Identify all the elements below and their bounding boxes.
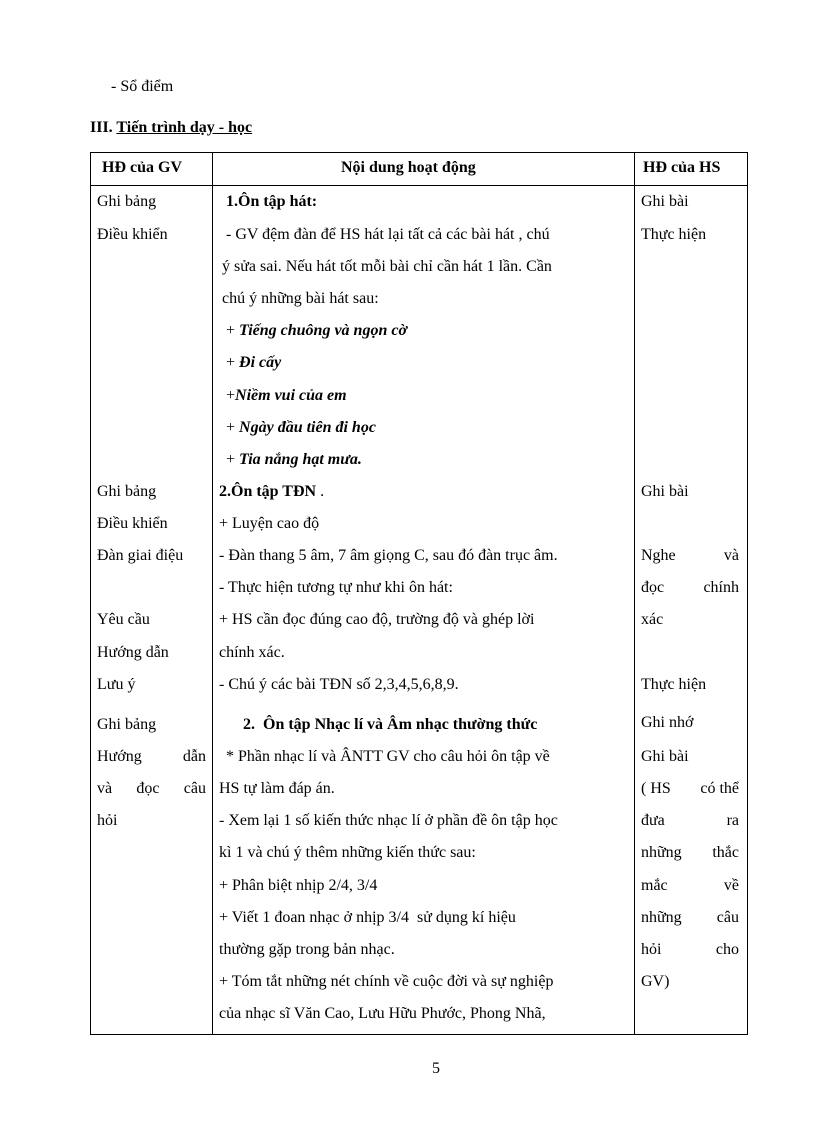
word: đọc [136, 780, 160, 797]
column-header-content: Nội dung hoạt động [341, 159, 476, 176]
student-doc-chinh [641, 578, 739, 598]
song-title: Tiếng chuông và ngọn cờ [239, 322, 408, 339]
word: cho [715, 941, 739, 958]
content-luyen-cao-do: + Luyện cao độ [219, 515, 320, 532]
student-hoi-cho [641, 940, 739, 960]
teacher-huong-dan-2 [97, 747, 206, 767]
teacher-huong-dan-1: Hướng dẫn [97, 644, 169, 661]
content-p1-line2: ý sửa sai. Nếu hát tốt mỗi bài chỉ cần hát 1 lần. Cần [222, 258, 552, 275]
content-p4-line2: kì 1 và chú ý thêm những kiến thức sau: [219, 844, 476, 861]
teacher-luu-y: Lưu ý [97, 676, 136, 693]
student-dua-ra [641, 811, 739, 831]
teacher-ghi-bang-3: Ghi bảng [97, 716, 157, 733]
student-thuc-hien-1: Thực hiện [641, 226, 707, 243]
content-viet-line2: thường gặp trong bản nhạc. [219, 941, 395, 958]
student-xac: xác [641, 611, 664, 628]
student-nghe-va [641, 546, 739, 566]
content-p4-line1: - Xem lại 1 số kiến thức nhạc lí ở phần đề ôn tập học [219, 812, 558, 829]
content-heading-2 [219, 482, 324, 502]
song-title: Tia nắng hạt mưa. [239, 451, 362, 468]
content-hs-doc-line1: + HS cần đọc đúng cao độ, trường độ và ghép lời [219, 611, 535, 628]
word: mắc [641, 877, 668, 894]
column-header-teacher: HĐ của GV [102, 159, 182, 176]
content-hs-doc-line2: chính xác. [219, 644, 285, 661]
word: có thể [700, 780, 739, 797]
song-prefix: + [226, 419, 240, 436]
content-dan-thang: - Đàn thang 5 âm, 7 âm giọng C, sau đó đàn trục âm. [219, 547, 558, 564]
song-item-5 [226, 450, 362, 470]
song-item-3 [226, 386, 347, 406]
content-tom-tat-line1: + Tóm tắt những nét chính về cuộc đời và sự nghiệp [219, 973, 554, 990]
student-ghi-bai-2: Ghi bài [641, 483, 689, 500]
student-hs-co-the [641, 779, 739, 799]
section-number: III. [90, 119, 113, 136]
content-chu-y-bai: - Chú ý các bài TĐN số 2,3,4,5,6,8,9. [219, 676, 459, 693]
word: ( HS [641, 780, 671, 797]
word: đọc [641, 579, 665, 596]
teacher-va-doc-cau [97, 779, 206, 799]
song-prefix: + [226, 322, 240, 339]
word: ra [726, 812, 739, 829]
content-p1-line3: chú ý những bài hát sau: [222, 290, 379, 307]
content-p3-line2: HS tự làm đáp án. [219, 780, 335, 797]
column-header-student: HĐ của HS [643, 159, 721, 176]
word: những [641, 909, 682, 926]
student-mac-ve [641, 876, 739, 896]
teacher-ghi-bang-1: Ghi bảng [97, 193, 157, 210]
word: Nghe [641, 547, 676, 564]
word: và [723, 547, 739, 564]
student-nhung-thac [641, 843, 739, 863]
student-gv: GV) [641, 973, 670, 990]
content-p1-line1: - GV đệm đàn để HS hát lại tất cả các bài hát , chú [226, 226, 550, 243]
student-ghi-nho: Ghi nhớ [641, 714, 694, 731]
teacher-ghi-bang-2: Ghi bảng [97, 483, 157, 500]
section-title: Tiến trình dạy - học [116, 119, 253, 136]
word: thắc [712, 844, 739, 861]
song-item-1 [226, 321, 407, 341]
song-title: Ngày đầu tiên đi học [239, 419, 376, 436]
teacher-hoi: hỏi [97, 812, 118, 829]
word: câu [183, 780, 206, 797]
section-heading [90, 118, 252, 138]
word: dẫn [182, 748, 206, 765]
word: về [723, 877, 739, 894]
teacher-dieu-khien-2: Điều khiển [97, 515, 168, 532]
page-number: 5 [432, 1060, 440, 1077]
teacher-dan-giai-dieu: Đàn giai điệu [97, 547, 184, 564]
song-title: Đi cấy [239, 354, 282, 371]
student-nhung-cau [641, 908, 739, 928]
content-thuc-hien-tuong-tu: - Thực hiện tương tự như khi ôn hát: [219, 579, 453, 596]
bullet-item: - Sổ điểm [111, 78, 174, 95]
student-ghi-bai-3: Ghi bài [641, 748, 689, 765]
song-prefix: + [226, 354, 240, 371]
word: câu [716, 909, 739, 926]
song-item-2 [226, 353, 281, 373]
student-ghi-bai-1: Ghi bài [641, 193, 689, 210]
teacher-yeu-cau: Yêu cầu [97, 611, 150, 628]
content-heading-3: 2. Ôn tập Nhạc lí và Âm nhạc thường thức [243, 716, 538, 733]
content-phan-biet: + Phân biệt nhịp 2/4, 3/4 [219, 877, 378, 894]
word: và [97, 780, 113, 797]
word: hỏi [641, 941, 662, 958]
heading-tail: . [316, 483, 325, 500]
word: chính [703, 579, 739, 596]
content-heading-1: 1.Ôn tập hát: [226, 193, 318, 210]
student-thuc-hien-2: Thực hiện [641, 676, 707, 693]
song-prefix: + [226, 387, 236, 404]
song-prefix: + [226, 451, 240, 468]
content-viet-line1: + Viết 1 đoan nhạc ở nhịp 3/4 sử dụng kí hiệu [219, 909, 516, 926]
song-title: Niềm vui của em [235, 387, 347, 404]
word: đưa [641, 812, 665, 829]
content-tom-tat-line2: của nhạc sĩ Văn Cao, Lưu Hữu Phước, Phong Nhã, [219, 1005, 546, 1022]
word: những [641, 844, 682, 861]
teacher-dieu-khien-1: Điều khiển [97, 226, 168, 243]
song-item-4 [226, 418, 376, 438]
heading-text: 2.Ôn tập TĐN [219, 483, 317, 500]
content-p3-line1: * Phần nhạc lí và ÂNTT GV cho câu hỏi ôn tập về [226, 748, 550, 765]
word: Hướng [97, 748, 142, 765]
